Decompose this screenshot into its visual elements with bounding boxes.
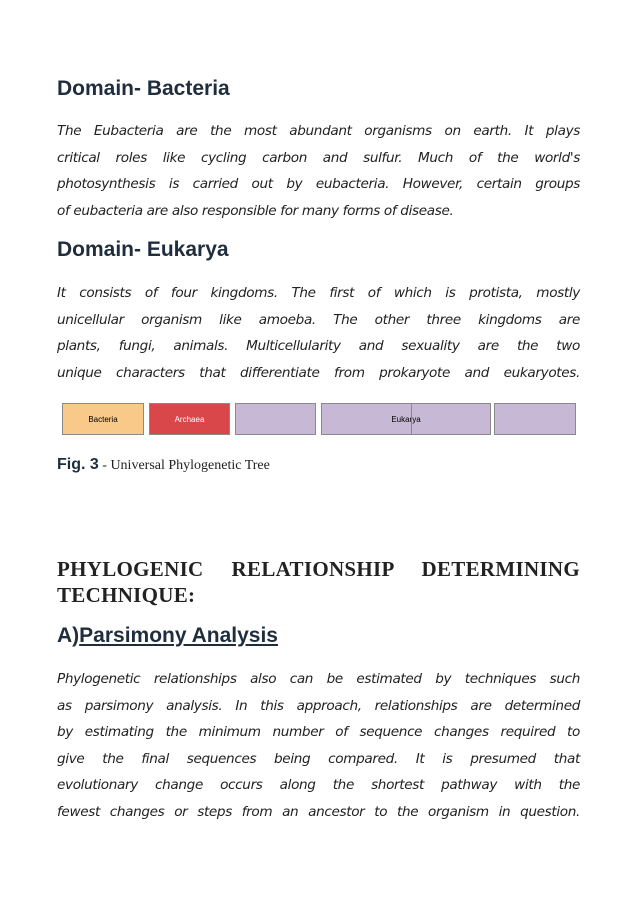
heading-parsimony-analysis — [57, 624, 278, 648]
text-line: Phylogenetic relationships also can be estimated by techniques such — [57, 671, 580, 687]
figure-caption — [57, 456, 270, 474]
heading-line: TECHNIQUE: — [57, 583, 196, 607]
figure-cell-eukarya-divider — [411, 403, 491, 435]
figure-cell-eukarya-label: Eukarya — [321, 403, 491, 435]
text-line: The Eubacteria are the most abundant organisms on earth. It plays — [57, 123, 580, 139]
paragraph-parsimony — [57, 666, 580, 825]
heading-prefix: A) — [57, 624, 80, 647]
figure-caption-label: Fig. 3 — [57, 456, 99, 473]
text-line: evolutionary change occurs along the shortest pathway with the — [57, 777, 580, 793]
text-line: unique characters that differentiate from prokaryote and eukaryotes. — [57, 364, 580, 381]
figure-cell-bacteria: Bacteria — [62, 403, 144, 435]
text-line: unicellular organism like amoeba. The other three kingdoms are — [57, 311, 580, 328]
heading-domain-eukarya: Domain- Eukarya — [57, 238, 229, 261]
text-line: by estimating the minimum number of sequence changes required to — [57, 724, 580, 740]
phylogenetic-tree-figure — [62, 403, 582, 437]
heading-domain-bacteria: Domain- Bacteria — [57, 77, 230, 100]
text-line: It consists of four kingdoms. The first of which is protista, mostly — [57, 285, 580, 301]
heading-line: PHYLOGENIC RELATIONSHIP DETERMINING — [57, 557, 580, 581]
figure-cell-archaea: Archaea — [149, 403, 230, 435]
parsimony-analysis-link[interactable]: Parsimony Analysis — [79, 624, 278, 647]
figure-cell-eukarya-1 — [235, 403, 316, 435]
text-line: photosynthesis is carried out by eubacteria. However, certain groups — [57, 176, 580, 192]
text-line: critical roles like cycling carbon and sulfur. Much of the world's — [57, 149, 580, 166]
figure-cell-eukarya-3 — [494, 403, 576, 435]
figure-caption-text: - Universal Phylogenetic Tree — [98, 458, 270, 473]
text-line: as parsimony analysis. In this approach, relationships are determined — [57, 697, 580, 714]
text-line: of eubacteria are also responsible for many forms of disease. — [57, 202, 454, 219]
heading-phylogenic-technique — [57, 556, 580, 608]
paragraph-bacteria — [57, 118, 580, 224]
paragraph-eukarya — [57, 280, 580, 386]
text-line: give the final sequences being compared. It is presumed that — [57, 750, 580, 767]
text-line: fewest changes or steps from an ancestor to the organism in question. — [57, 803, 580, 820]
text-line: plants, fungi, animals. Multicellularity and sexuality are the two — [57, 338, 580, 354]
